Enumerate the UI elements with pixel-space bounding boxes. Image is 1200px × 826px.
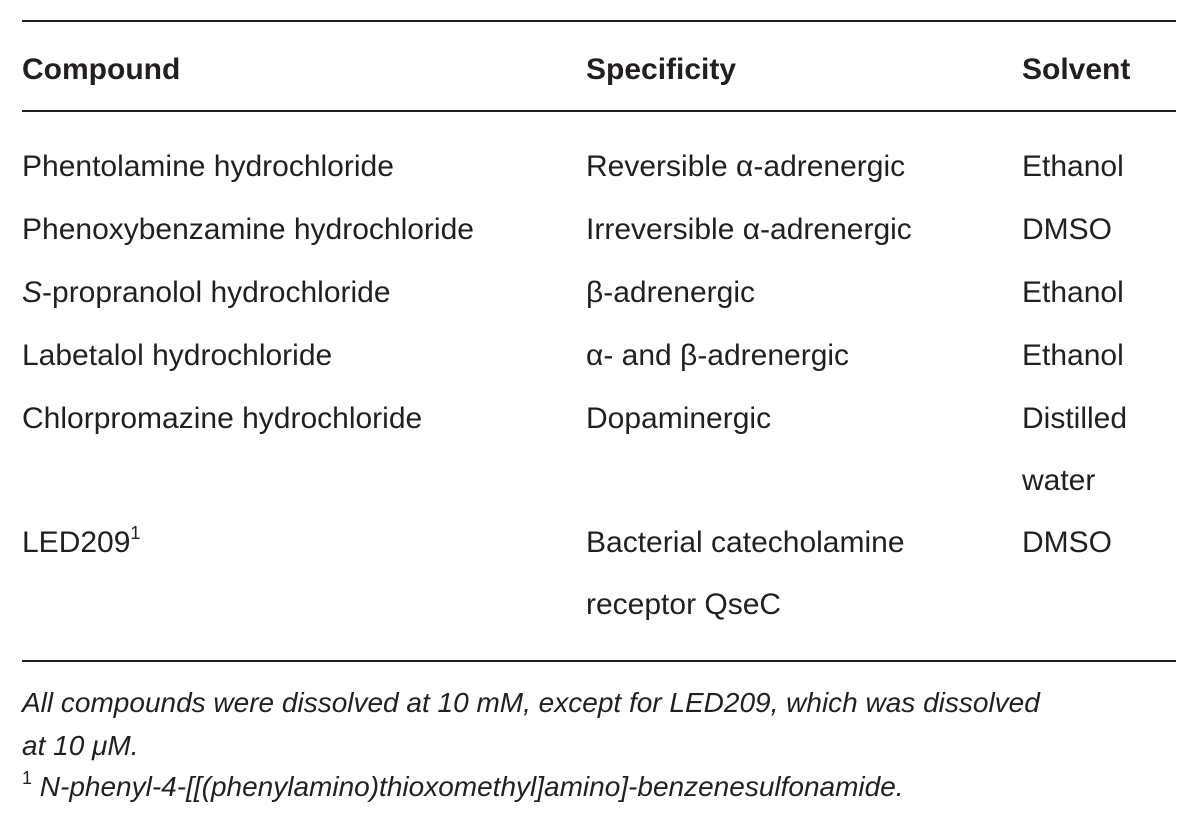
compound-name: -propranolol hydrochloride [42,276,391,309]
row-chlorpromazine-solvent: Distilled [1022,402,1128,435]
row-propranolol-solvent: Ethanol [1022,276,1124,309]
header-compound: Compound [22,53,181,86]
compound-name: Phentolamine hydrochloride [22,150,394,183]
row-led209-compound [22,525,140,561]
table-top-rule [22,20,1176,22]
row-led209-solvent: DMSO [1022,526,1112,559]
row-phentolamine-specificity: Reversible α-adrenergic [586,150,906,183]
table-bottom-rule [22,660,1176,662]
compound-name: Phenoxybenzamine hydrochloride [22,213,474,246]
footnote-1 [22,770,904,804]
footnote-1-marker: 1 [22,768,33,788]
row-led209-specificity: Bacterial catecholamine [586,526,905,559]
compound-name: Chlorpromazine hydrochloride [22,402,423,435]
row-labetalol-compound [22,338,332,374]
compound-name: Labetalol hydrochloride [22,339,333,372]
row-led209-specificity-line2: receptor QseC [586,588,782,621]
header-specificity: Specificity [586,53,737,86]
row-phentolamine-compound [22,149,394,185]
row-phentolamine-solvent: Ethanol [1022,150,1124,183]
row-chlorpromazine-solvent-line2: water [1022,464,1096,497]
footnote-marker: 1 [130,523,141,543]
row-chlorpromazine-specificity: Dopaminergic [586,402,772,435]
row-propranolol-specificity: β-adrenergic [586,276,755,309]
header-solvent: Solvent [1022,53,1131,86]
row-labetalol-solvent: Ethanol [1022,339,1124,372]
row-phenoxybenzamine-compound [22,212,474,248]
row-phenoxybenzamine-solvent: DMSO [1022,213,1112,246]
row-phenoxybenzamine-specificity: Irreversible α-adrenergic [586,213,912,246]
table-header-rule [22,110,1176,112]
table-note-line2: at 10 μM. [22,730,139,761]
table-note-line1: All compounds were dissolved at 10 mM, except for LED209, which was dissolved [22,687,1040,718]
row-propranolol-compound [22,275,391,311]
row-chlorpromazine-compound [22,401,422,437]
compound-name: LED209 [22,526,131,559]
stereo-prefix: S [22,276,43,309]
row-labetalol-specificity: α- and β-adrenergic [586,339,850,372]
footnote-1-text: N-phenyl-4-[[(phenylamino)thioxomethyl]amino]-benzenesulfonamide. [32,771,904,802]
